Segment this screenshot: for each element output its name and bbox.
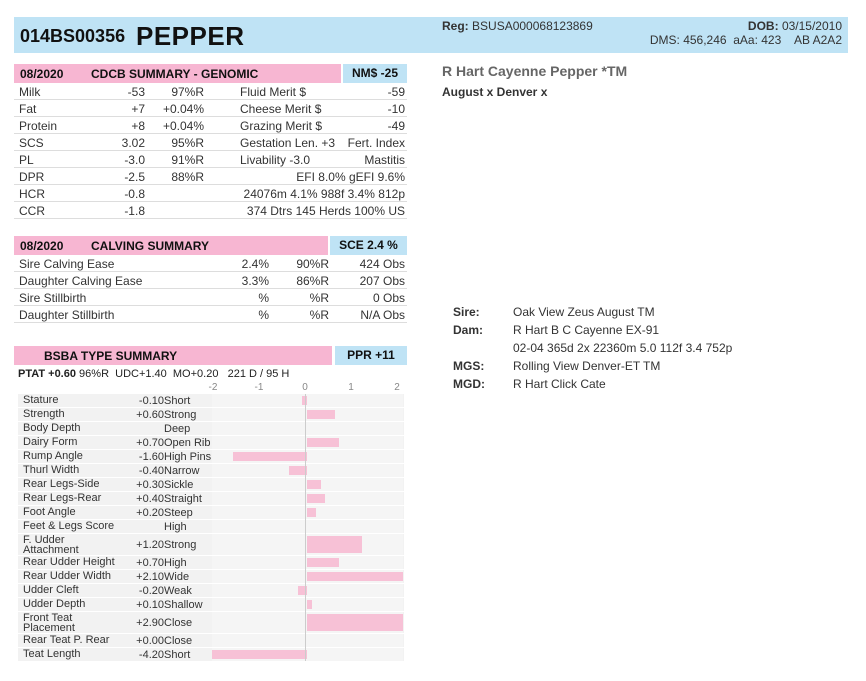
dob <box>748 19 842 33</box>
type-desc: Close <box>164 617 193 629</box>
full-name: R Hart Cayenne Pepper *TM <box>442 63 628 79</box>
type-bar <box>212 650 307 659</box>
type-desc: Straight <box>164 493 202 505</box>
type-desc: Weak <box>164 585 192 597</box>
type-desc: Deep <box>164 423 191 435</box>
cdcb-title: CDCB SUMMARY - GENOMIC <box>91 67 259 81</box>
type-axis <box>208 382 404 394</box>
type-row <box>18 520 404 534</box>
type-bar <box>307 494 325 503</box>
type-bar-area <box>212 422 403 435</box>
cdcb-label2: Grazing Merit $ <box>240 119 323 133</box>
calving-rel: 86%R <box>296 274 329 288</box>
type-trait: Dairy Form <box>23 436 78 448</box>
cdcb-trait: CCR <box>19 204 45 218</box>
calving-rel: %R <box>309 308 329 322</box>
type-table <box>18 394 404 662</box>
cdcb-trait: Protein <box>19 119 58 133</box>
calving-row <box>14 289 407 306</box>
cdcb-trait: DPR <box>19 170 45 184</box>
mgs-label: MGS: <box>453 359 485 373</box>
cdcb-value: -3.0 <box>124 153 145 167</box>
cdcb-header <box>14 64 407 83</box>
type-value: -0.10 <box>138 395 164 407</box>
dob-label: DOB: <box>747 19 779 33</box>
cdcb-rel: 91%R <box>171 153 204 167</box>
type-bar <box>307 572 403 581</box>
nm-dollar-badge: NM$ -25 <box>343 64 407 83</box>
type-desc: Shallow <box>164 599 203 611</box>
cdcb-value: -53 <box>127 85 145 99</box>
cdcb-detail: EFI 8.0% gEFI 9.6% <box>296 170 405 184</box>
type-value: +2.90 <box>136 617 164 629</box>
calving-rel: 90%R <box>296 257 329 271</box>
cdcb-value2: Fert. Index <box>347 136 405 150</box>
type-value: +0.30 <box>136 479 164 491</box>
type-trait: Strength <box>23 408 65 420</box>
type-row <box>18 394 404 408</box>
axis-tick-label: -2 <box>208 382 218 393</box>
type-row <box>18 422 404 436</box>
type-row <box>18 634 404 648</box>
type-bar-area <box>212 556 403 569</box>
ptat-label: PTAT +0.60 <box>18 368 76 380</box>
type-trait: Rear Udder Width <box>23 570 112 582</box>
type-bar-area <box>212 436 403 449</box>
cdcb-label2: Fluid Merit $ <box>240 85 307 99</box>
cdcb-value2: -10 <box>387 102 405 116</box>
dam-record: 02-04 365d 2x 22360m 5.0 112f 3.4 752p <box>513 341 733 355</box>
calving-rel: %R <box>309 291 329 305</box>
type-row <box>18 506 404 520</box>
cdcb-label2: Gestation Len. +3 <box>240 136 336 150</box>
axis-tick-label: -1 <box>254 382 264 393</box>
cdcb-row <box>14 202 407 219</box>
cdcb-trait: Fat <box>19 102 37 116</box>
ptat-details: 96%R UDC+1.40 MO+0.20 221 D / 95 H <box>79 368 290 380</box>
calving-pct: % <box>258 308 269 322</box>
type-bar-area <box>212 450 403 463</box>
type-bar-area <box>212 408 403 421</box>
type-trait: Rear Legs-Rear <box>23 492 102 504</box>
mgd-label: MGD: <box>453 377 485 391</box>
mgd-name: R Hart Click Cate <box>513 377 606 391</box>
type-bar-area <box>212 570 403 583</box>
type-desc: High <box>164 521 187 533</box>
type-trait: Thurl Width <box>23 464 80 476</box>
type-title: BSBA TYPE SUMMARY <box>44 349 178 363</box>
type-row <box>18 450 404 464</box>
cdcb-rel: 95%R <box>171 136 204 150</box>
type-trait: Teat Length <box>23 648 81 660</box>
cdcb-row <box>14 100 407 117</box>
type-trait: Rear Udder Height <box>23 556 115 568</box>
calving-obs: N/A Obs <box>360 308 405 322</box>
cdcb-row <box>14 134 407 151</box>
calving-trait: Daughter Stillbirth <box>19 308 115 322</box>
calving-table <box>14 255 407 323</box>
calving-trait: Sire Calving Ease <box>19 257 115 271</box>
type-trait: Udder Cleft <box>23 584 79 596</box>
ppr-badge: PPR +11 <box>335 346 407 365</box>
cdcb-detail: 374 Dtrs 145 Herds 100% US <box>246 204 405 218</box>
type-trait: Rear Legs-Side <box>23 478 100 490</box>
dam-name: R Hart B C Cayenne EX-91 <box>513 323 660 337</box>
type-value: +0.70 <box>136 557 164 569</box>
calving-header <box>14 236 407 255</box>
type-desc: Short <box>164 649 191 661</box>
cdcb-table <box>14 83 407 219</box>
cdcb-trait: SCS <box>19 136 44 150</box>
type-bar-area <box>212 492 403 505</box>
type-value: +0.10 <box>136 599 164 611</box>
type-row <box>18 492 404 506</box>
type-row <box>18 612 404 634</box>
cdcb-value: +8 <box>131 119 145 133</box>
type-bar <box>307 508 316 517</box>
cdcb-value: -0.8 <box>124 187 145 201</box>
type-value: +1.20 <box>136 539 164 551</box>
cdcb-rel: 97%R <box>171 85 204 99</box>
registration <box>442 19 593 33</box>
type-trait: F. Udder Attachment <box>23 534 79 556</box>
type-bar <box>307 600 312 609</box>
type-bar-area <box>212 464 403 477</box>
type-desc: High Pins <box>164 451 212 463</box>
axis-tick-label: 1 <box>348 382 354 393</box>
type-value: -0.40 <box>138 465 164 477</box>
calving-obs: 207 Obs <box>359 274 405 288</box>
cdcb-trait: Milk <box>19 85 41 99</box>
sce-badge: SCE 2.4 % <box>330 236 407 255</box>
type-value: -4.20 <box>138 649 164 661</box>
calving-row <box>14 255 407 272</box>
type-row <box>18 534 404 556</box>
calving-obs: 0 Obs <box>372 291 405 305</box>
type-bar <box>307 438 339 447</box>
type-bar-area <box>212 520 403 533</box>
type-bar <box>307 614 403 631</box>
cdcb-date: 08/2020 <box>20 67 64 81</box>
calving-pct: % <box>258 291 269 305</box>
reg-label: Reg: <box>442 19 469 33</box>
type-bar-area <box>212 598 403 611</box>
cdcb-trait: PL <box>19 153 34 167</box>
type-value: -1.60 <box>138 451 164 463</box>
type-bar-area <box>212 648 403 661</box>
axis-tick-label: 0 <box>302 382 308 393</box>
type-bar-area <box>212 534 403 555</box>
type-row <box>18 408 404 422</box>
type-row <box>18 556 404 570</box>
type-row <box>18 478 404 492</box>
type-bar-area <box>212 634 403 647</box>
cdcb-label2: Cheese Merit $ <box>240 102 322 116</box>
type-row <box>18 598 404 612</box>
cross-line: August x Denver x <box>442 85 548 99</box>
cdcb-value: +7 <box>131 102 145 116</box>
type-value: +0.40 <box>136 493 164 505</box>
ptat-line <box>18 368 289 380</box>
cdcb-label2: Livability -3.0 <box>240 153 311 167</box>
type-desc: Open Rib <box>164 437 211 449</box>
sire-name: Oak View Zeus August TM <box>513 305 655 319</box>
calving-title: CALVING SUMMARY <box>91 239 209 253</box>
cdcb-rel: +0.04% <box>162 102 204 116</box>
type-value: +2.10 <box>136 571 164 583</box>
axis-tick-label: 2 <box>394 382 400 393</box>
zero-line <box>305 394 306 661</box>
dms-line: DMS: 456,246 aAa: 423 AB A2A2 <box>649 33 842 47</box>
type-desc: Close <box>164 635 193 647</box>
type-header <box>14 346 407 365</box>
dob-value: 03/15/2010 <box>781 19 842 33</box>
type-desc: Strong <box>164 539 197 551</box>
type-trait: Foot Angle <box>23 506 76 518</box>
type-desc: Wide <box>164 571 190 583</box>
cdcb-value2: -59 <box>387 85 405 99</box>
animal-name: PEPPER <box>136 21 245 51</box>
calving-trait: Daughter Calving Ease <box>19 274 143 288</box>
cdcb-row <box>14 168 407 185</box>
type-bar-area <box>212 506 403 519</box>
cdcb-detail: 24076m 4.1% 988f 3.4% 812p <box>243 187 405 201</box>
cdcb-value: -1.8 <box>124 204 145 218</box>
calving-trait: Sire Stillbirth <box>19 291 87 305</box>
type-row <box>18 570 404 584</box>
type-bar-area <box>212 584 403 597</box>
cdcb-row <box>14 83 407 100</box>
type-bar-area <box>212 478 403 491</box>
type-value: +0.60 <box>136 409 164 421</box>
type-bar <box>307 480 321 489</box>
type-row <box>18 648 404 662</box>
cdcb-value2: Mastitis <box>364 153 405 167</box>
cdcb-row <box>14 185 407 202</box>
type-bar <box>233 452 307 461</box>
type-trait: Front Teat Placement <box>23 612 75 634</box>
type-row <box>18 584 404 598</box>
cdcb-value: -2.5 <box>124 170 145 184</box>
type-desc: Short <box>164 395 191 407</box>
type-row <box>18 464 404 478</box>
cdcb-rel: 88%R <box>171 170 204 184</box>
type-row <box>18 436 404 450</box>
type-bar <box>307 410 335 419</box>
sire-label: Sire: <box>453 305 480 319</box>
type-desc: Sickle <box>164 479 194 491</box>
type-desc: High <box>164 557 187 569</box>
calving-row <box>14 272 407 289</box>
mgs-name: Rolling View Denver-ET TM <box>513 359 661 373</box>
type-trait: Body Depth <box>23 422 81 434</box>
cdcb-value2: -49 <box>387 119 405 133</box>
type-desc: Steep <box>164 507 193 519</box>
type-value: +0.70 <box>136 437 164 449</box>
type-bar-area <box>212 612 403 633</box>
calving-date: 08/2020 <box>20 239 64 253</box>
calving-obs: 424 Obs <box>359 257 405 271</box>
type-trait: Rear Teat P. Rear <box>23 634 110 646</box>
animal-id: 014BS00356 <box>20 26 126 46</box>
reg-number: BSUSA000068123869 <box>472 19 593 33</box>
type-trait: Stature <box>23 394 59 406</box>
dam-label: Dam: <box>453 323 484 337</box>
cdcb-trait: HCR <box>19 187 45 201</box>
type-desc: Strong <box>164 409 197 421</box>
type-bar-area <box>212 394 403 407</box>
type-bar <box>307 558 339 567</box>
type-value: +0.00 <box>136 635 164 647</box>
type-desc: Narrow <box>164 465 200 477</box>
calving-pct: 2.4% <box>241 257 269 271</box>
cdcb-row <box>14 151 407 168</box>
calving-row <box>14 306 407 323</box>
type-value: -0.20 <box>138 585 164 597</box>
type-bar <box>307 536 362 553</box>
type-trait: Feet & Legs Score <box>23 520 115 532</box>
cdcb-value: 3.02 <box>121 136 145 150</box>
type-value: +0.20 <box>136 507 164 519</box>
calving-pct: 3.3% <box>241 274 269 288</box>
type-trait: Udder Depth <box>23 598 86 610</box>
cdcb-row <box>14 117 407 134</box>
cdcb-rel: +0.04% <box>162 119 204 133</box>
type-trait: Rump Angle <box>23 450 83 462</box>
